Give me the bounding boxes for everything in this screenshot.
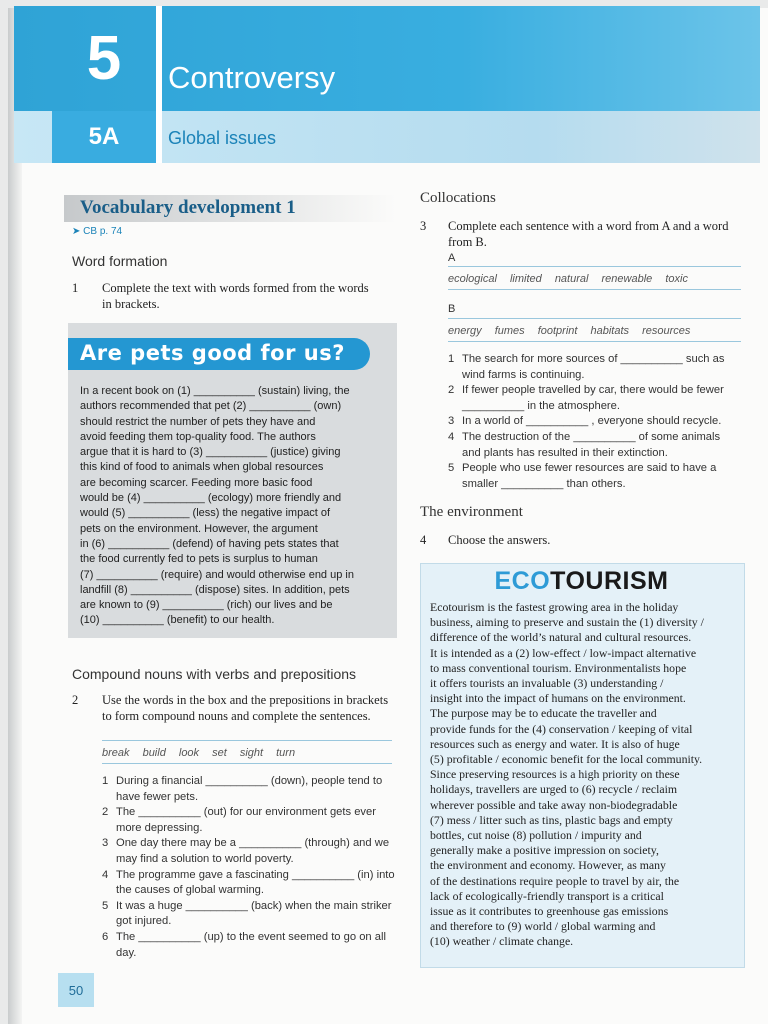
reading-text-line: In a recent book on (1) __________ (sustain) living, the <box>80 385 350 397</box>
reading-text-line: argue that it is hard to (3) __________ (justice) giving <box>80 446 341 459</box>
ecotourism-text-line: Since preserving resources is a high priority on these <box>430 767 680 782</box>
reading-text-line: are becoming scarcer. Feeding more basic food <box>80 476 313 489</box>
lesson-title: Global issues <box>168 128 277 148</box>
environment-heading: The environment <box>420 504 523 520</box>
item-number: 5 <box>448 462 455 475</box>
ecotourism-text-line: resources such as energy and water. It is also of huge <box>430 736 680 751</box>
exercise-text: Choose the answers. <box>448 533 551 547</box>
exercise-number: 4 <box>420 533 427 547</box>
exercise-text: Complete each sentence with a word from A and a word from B. <box>448 219 729 249</box>
exercise-2-items <box>102 774 395 961</box>
reading-text-line: should restrict the number of pets they have and <box>80 415 316 428</box>
item-text: It was a huge __________ (back) when the main striker got injured. <box>116 899 392 928</box>
word-list-a: ecological limited natural renewable toxic <box>448 266 741 290</box>
cb-reference: ➤ CB p. 74 <box>72 226 123 237</box>
item-number: 3 <box>102 837 109 850</box>
exercise-1-instruction <box>72 280 372 314</box>
word-list-a-label: A <box>448 252 456 264</box>
section-title-banner <box>64 195 396 222</box>
reading-text-line: in (6) __________ (defend) of having pets states that <box>80 537 339 550</box>
reading-text-line: are known to (9) __________ (rich) our lives and be <box>80 599 333 612</box>
list-item <box>102 836 395 867</box>
ecotourism-text-line: The purpose may be to educate the traveller and <box>430 706 657 721</box>
word-list-b: energy fumes footprint habitats resources <box>448 318 741 342</box>
word-box: break build look set sight turn <box>102 740 392 764</box>
exercise-3-items <box>448 352 741 492</box>
compound-nouns-heading: Compound nouns with verbs and prepositions <box>72 666 357 682</box>
list-item <box>102 774 395 805</box>
ecotourism-text-line: Ecotourism is the fastest growing area in the holiday <box>430 600 679 614</box>
ecotourism-text-line: insight into the impact of humans on the environment. <box>430 691 686 706</box>
ecotourism-text <box>430 600 735 950</box>
ecotourism-text-line: it offers tourists an invaluable (3) understanding / <box>430 676 664 691</box>
item-number: 1 <box>102 775 109 787</box>
item-text: One day there may be a __________ (through) and we may find a solution to world poverty. <box>116 837 390 865</box>
exercise-2-instruction <box>72 692 392 742</box>
item-number: 4 <box>448 430 455 443</box>
ecotourism-text-line: of the destinations require people to travel by air, the <box>430 873 680 888</box>
ecotourism-text-line: wherever possible and take away non-biodegradable <box>430 797 678 812</box>
section-title: Vocabulary development 1 <box>80 197 296 218</box>
reading-text-line: (10) __________ (benefit) to our health. <box>80 614 275 627</box>
page-number: 50 <box>58 973 94 1007</box>
list-item <box>102 805 395 836</box>
exercise-number: 3 <box>420 219 427 233</box>
item-number: 2 <box>448 384 455 397</box>
list-item <box>102 899 395 930</box>
reading-text-line: pets on the environment. However, the argument <box>80 522 318 535</box>
reading-text-line: the food currently fed to pets is surplus to human <box>80 553 318 566</box>
item-text: The programme gave a fascinating __________ (in) into the causes of global warming. <box>116 868 395 897</box>
exercise-number: 2 <box>72 693 79 707</box>
reading-text-line: would be (4) __________ (ecology) more friendly and <box>80 492 342 505</box>
header-divider <box>156 6 162 163</box>
ecotourism-text-line: generally make a positive impression on society, <box>430 843 659 858</box>
ecotourism-text-line: bottles, cut noise (8) pollution / impurity and <box>430 828 642 843</box>
ecotourism-text-line: (5) profitable / economic benefit for the local community. <box>430 752 703 767</box>
ecotourism-title-part-1: ECO <box>494 567 551 595</box>
exercise-number: 1 <box>72 281 79 295</box>
ecotourism-text-line: lack of ecologically-friendly transport is a critical <box>430 888 664 903</box>
lesson-code: 5A <box>52 111 156 163</box>
unit-number: 5 <box>86 24 122 93</box>
list-item <box>448 383 741 414</box>
reading-text-line: authors recommended that pet (2) __________ (own) <box>80 400 342 413</box>
ecotourism-text-line: issue as it contributes to greenhouse gas emissions <box>430 904 669 919</box>
unit-title: Controversy <box>168 60 336 95</box>
item-number: 6 <box>102 930 109 943</box>
item-text: The __________ (up) to the event seemed to go on all day. <box>116 930 386 959</box>
ecotourism-text-line: holidays, travellers are urged to (6) recycle / reclaim <box>430 782 678 797</box>
ecotourism-text-line: the environment and economy. However, as many <box>430 858 666 873</box>
ecotourism-title <box>420 567 743 596</box>
item-text: The __________ (out) for our environment gets ever more depressing. <box>116 806 376 834</box>
ecotourism-text-line: to mass conventional tourism. Environmentalists hope <box>430 660 687 675</box>
ecotourism-text-line: (10) weather / climate change. <box>430 934 574 949</box>
reading-title: Are pets good for us? <box>80 341 345 365</box>
ecotourism-text-line: It is intended as a (2) low-effect / low-impact alternative <box>430 645 697 660</box>
ecotourism-text-line: provide funds for the (4) conservation / keeping of vital <box>430 721 693 736</box>
ecotourism-title-part-2: TOURISM <box>550 567 669 595</box>
list-item <box>448 461 741 492</box>
item-text: The search for more sources of __________ such as wind farms is continuing. <box>462 353 725 381</box>
reading-text-line: avoid feeding them top-quality food. The authors <box>80 430 316 443</box>
item-number: 4 <box>102 868 109 881</box>
item-number: 2 <box>102 806 109 819</box>
reading-text-line: would (5) __________ (less) the negative impact of <box>80 507 331 520</box>
ecotourism-text-line: difference of the world’s natural and cultural resources. <box>430 630 692 645</box>
exercise-3-instruction <box>420 218 742 252</box>
word-list-b-label: B <box>448 303 456 315</box>
item-text: The destruction of the __________ of some animals and plants has resulted in their extinction. <box>462 430 721 459</box>
item-number: 3 <box>448 415 455 428</box>
exercise-text: Complete the text with words formed from the words in brackets. <box>102 281 369 311</box>
collocations-heading: Collocations <box>420 190 496 206</box>
item-number: 5 <box>102 899 109 912</box>
reading-title-banner <box>68 338 370 370</box>
ecotourism-text-line: and therefore to (9) world / global warming and <box>430 919 656 934</box>
exercise-4-instruction <box>420 532 720 550</box>
reading-text-line: (7) __________ (require) and would otherwise end up in <box>80 568 354 581</box>
reading-text-line: this kind of food to animals when global resources <box>80 461 324 474</box>
word-formation-heading: Word formation <box>72 253 168 269</box>
item-text: In a world of __________ , everyone should recycle. <box>462 415 722 428</box>
exercise-text: Use the words in the box and the prepositions in brackets to form compound nouns and complete the sentences. <box>102 693 389 723</box>
item-text: During a financial __________ (down), people tend to have fewer pets. <box>116 775 383 803</box>
list-item <box>102 930 395 961</box>
item-number: 1 <box>448 353 455 365</box>
list-item <box>102 868 395 899</box>
item-text: People who use fewer resources are said to have a smaller __________ than others. <box>462 462 717 490</box>
reading-text <box>80 384 386 629</box>
list-item <box>448 430 741 461</box>
list-item <box>448 352 741 383</box>
ecotourism-text-line: (7) mess / litter such as tins, plastic bags and empty <box>430 812 673 827</box>
list-item <box>448 414 741 430</box>
reading-text-line: landfill (8) __________ (dispose) sites. In addition, pets <box>80 583 350 596</box>
item-text: If fewer people travelled by car, there would be fewer __________ in the atmosphere. <box>462 384 724 412</box>
ecotourism-text-line: business, aiming to preserve and sustain the (1) diversity / <box>430 615 704 630</box>
